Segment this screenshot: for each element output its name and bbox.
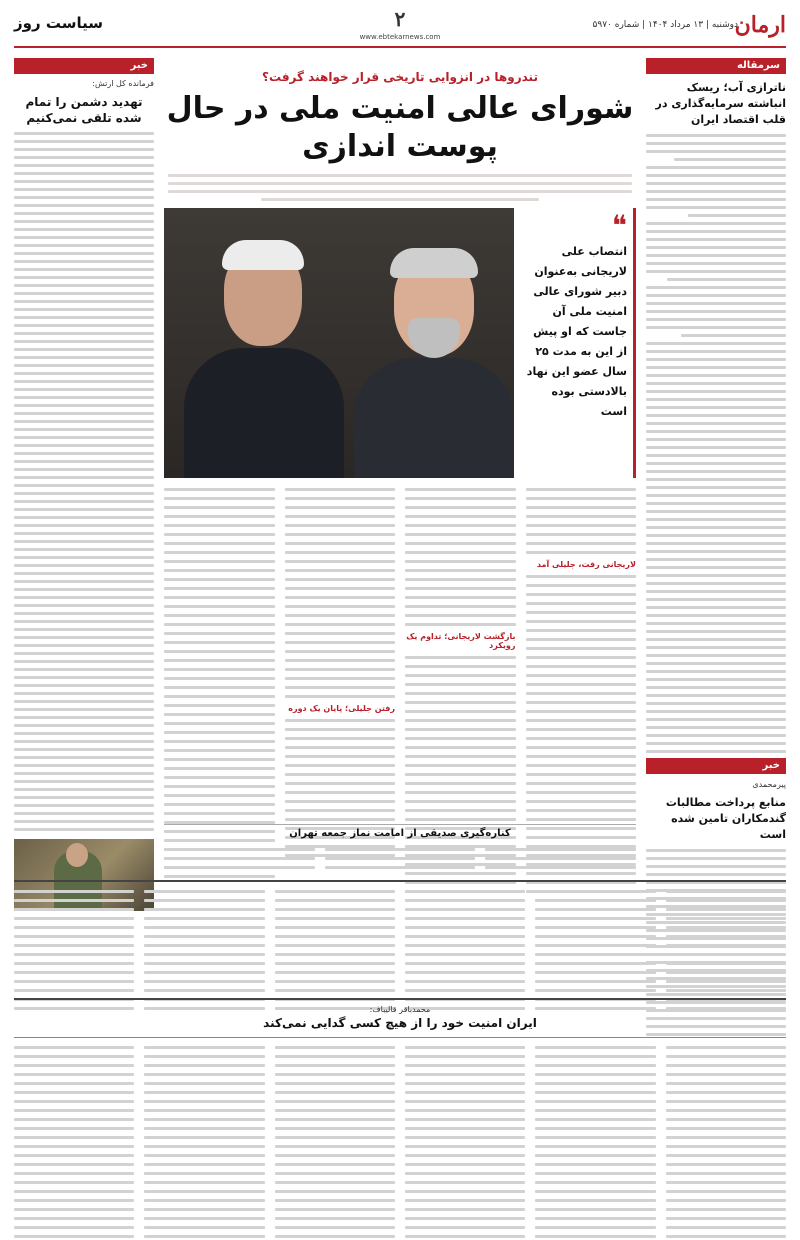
sub-story-body <box>164 848 636 873</box>
body-column-2 <box>405 488 516 818</box>
bottom-kicker: محمدباقر قالیباف: <box>369 1005 431 1014</box>
bottom-story-body <box>14 1046 786 1226</box>
bottom-column-5 <box>144 1046 264 1226</box>
column-subhead: بازگشت لاریجانی؛ تداوم یک رویکرد <box>406 632 516 650</box>
column-subhead: لاریجانی رفت، جلیلی آمد <box>536 560 636 569</box>
sub-story-headline[interactable]: کناره‌گیری صدیقی از امامت نماز جمعه تهران <box>164 824 636 842</box>
body-column-3 <box>285 488 396 818</box>
left-body <box>14 132 154 831</box>
left-sidebar <box>14 58 154 873</box>
main-body-columns <box>164 488 636 818</box>
issue-line: دوشنبه | ۱۳ مرداد ۱۴۰۴ | شماره ۵۹۷۰ <box>592 20 738 30</box>
officials-photo <box>164 208 514 478</box>
masthead <box>14 6 786 48</box>
column-subhead: رفتن جلیلی؛ پایان یک دوره <box>288 704 395 713</box>
main-headline[interactable]: شورای عالی امنیت ملی در حال پوست اندازی <box>166 91 634 164</box>
bottom-column-3 <box>405 1046 525 1226</box>
quote-mark-icon: ❝ <box>611 209 627 242</box>
news-headline[interactable]: منابع پرداخت مطالبات گندمکاران تامین شده است <box>665 796 786 841</box>
bottom-column-1 <box>666 1046 786 1226</box>
editorial-headline[interactable]: ناترازی آب؛ ریسک انباشته سرمایه‌گذاری در قلب اقتصاد ایران <box>655 81 786 126</box>
news-author: پیرمحمدی <box>752 780 786 789</box>
left-kicker: فرمانده کل ارتش: <box>92 79 154 88</box>
main-lead <box>164 174 636 201</box>
main-kicker: تندروها در انزوایی تاریخی قرار خواهند گرفت؟ <box>262 70 538 84</box>
main-story <box>164 58 636 873</box>
bottom-headline[interactable]: ایران امنیت خود را از هیچ کسی گدایی نمی‌کند <box>263 1016 537 1030</box>
section-title: سیاست روز <box>14 14 103 32</box>
editorial-label: سرمقاله <box>646 58 786 74</box>
bottom-story-header <box>14 998 786 1038</box>
bottom-column-6 <box>14 1046 134 1226</box>
bottom-column-4 <box>275 1046 395 1226</box>
page-number: ۲ <box>394 7 406 31</box>
editorial-body <box>646 134 786 753</box>
pull-quote <box>526 208 636 478</box>
main-photo-area <box>164 208 636 478</box>
body-column-1 <box>526 488 637 818</box>
body-column-4 <box>164 488 275 818</box>
website-url[interactable]: www.ebtekarnews.com <box>359 33 441 41</box>
pull-quote-text: انتصاب علی لاریجانی به‌عنوان دبیر شورای عالی امنیت ملی آن جاست که او پیش از این به مدت ۲۵ سال عضو این نهاد بالادستی بوده است <box>526 245 627 418</box>
news-label-left: خبر <box>14 58 154 74</box>
left-headline[interactable]: تهدید دشمن را تمام شده تلقی نمی‌کنیم <box>25 95 143 125</box>
lower-continuation <box>14 880 786 992</box>
newspaper-logo: ارمان <box>734 12 786 38</box>
bottom-column-2 <box>535 1046 655 1226</box>
news-label: خبر <box>646 758 786 774</box>
right-sidebar <box>646 58 786 873</box>
